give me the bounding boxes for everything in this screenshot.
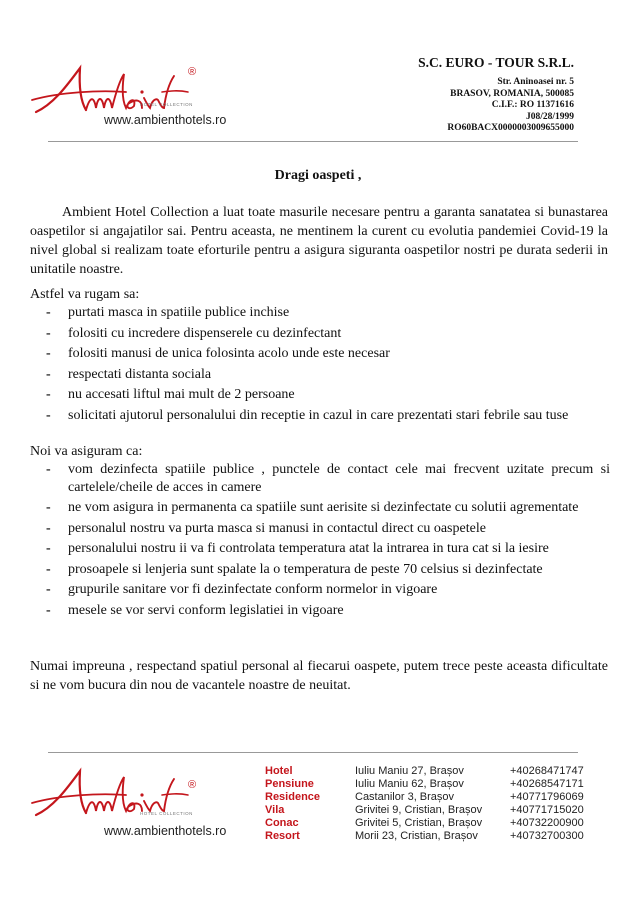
greeting: Dragi oaspeti ,: [274, 168, 362, 183]
property-phone: +40732700300: [510, 830, 584, 842]
property-phone: +40268471747: [510, 765, 584, 777]
company-info: [418, 55, 574, 135]
property-address: Morii 23, Cristian, Brașov: [355, 830, 478, 842]
property-phone: +40771796069: [510, 791, 584, 803]
property-address: Grivitei 5, Cristian, Brașov: [355, 817, 483, 829]
property-address: Iuliu Maniu 27, Brașov: [355, 765, 464, 777]
property-address: Castanilor 3, Brașov: [355, 791, 455, 803]
logo-collection-text: HOTEL COLLECTION: [140, 811, 193, 816]
requests-list: [30, 304, 610, 427]
property-address: Iuliu Maniu 62, Brașov: [355, 778, 464, 790]
company-name: S.C. EURO - TOUR S.R.L.: [418, 55, 574, 70]
logo-registered-mark: ®: [188, 66, 197, 78]
list-item: - respectati distanta sociala: [46, 366, 212, 382]
company-address: Str. Aninoasei nr. 5: [497, 77, 574, 87]
assurances-title: Noi va asiguram ca:: [30, 444, 143, 459]
list-item: - solicitati ajutorul personalului din receptie in cazul in care prezentati stari febrile sau tuse: [46, 407, 569, 423]
properties-table: [265, 765, 584, 843]
property-phone: +40732200900: [510, 817, 584, 829]
footer-divider: [48, 752, 578, 753]
list-item: - personalul nostru va purta masca si manusi in contactul direct cu oaspetele: [46, 520, 486, 536]
assurances-list: [30, 461, 610, 622]
intro-paragraph: Ambient Hotel Collection a luat toate masurile necesare pentru a garanta sanatatea si bunastarea oaspetilor si angajatilor sai. Pentru aceasta, ne mentinem la curent cu evolutia pandemiei Covid-19 la nivel global si realizam toate eforturile pentru a asigura siguranta oaspetilor nostri pe durata sederii in unitatile noastre.: [30, 205, 608, 277]
table-row: [265, 778, 584, 791]
list-item: - vom dezinfecta spatiile publice , punctele de contact cele mai frecvent uzitate precum si cartelele/cheile de acces in camere: [46, 462, 610, 495]
property-type: Hotel: [265, 765, 293, 777]
list-item: - ne vom asigura in permanenta ca spatiile sunt aerisite si dezinfectate cu solutii agrementate: [46, 500, 579, 515]
header-divider: [48, 141, 578, 142]
list-item: - folositi manusi de unica folosinta acolo unde este necesar: [46, 346, 390, 361]
logo-collection-text: HOTEL COLLECTION: [140, 102, 193, 107]
footer-website-link[interactable]: www.ambienthotels.ro: [104, 824, 227, 838]
company-city: BRASOV, ROMANIA, 500085: [450, 88, 574, 99]
footer-logo: [30, 765, 220, 830]
table-row: [265, 765, 584, 778]
requests-title: Astfel va rugam sa:: [30, 287, 140, 302]
closing-paragraph: Numai impreuna , respectand spatiul personal al fiecarui oaspete, putem trece peste aceasta dificultate si ne vom bucura din nou de vacantele noastre de neuitat.: [30, 659, 608, 693]
table-row: [265, 804, 584, 817]
company-iban: RO60BACX0000003009655000: [447, 123, 574, 133]
property-phone: +40771715020: [510, 804, 584, 816]
company-registration: J08/28/1999: [525, 111, 574, 122]
property-type: Vila: [265, 804, 285, 816]
table-row: [265, 817, 584, 830]
property-phone: +40268547171: [510, 778, 584, 790]
list-item: - grupurile sanitare vor fi dezinfectate conform normelor in vigoare: [46, 582, 438, 597]
list-item: - personalului nostru ii va fi controlata temperatura atat la intrarea in tura cat si la iesire: [46, 541, 549, 556]
property-type: Conac: [265, 817, 299, 829]
list-item: - mesele se vor servi conform legislatiei in vigoare: [46, 602, 344, 618]
list-item: - folositi cu incredere dispenserele cu dezinfectant: [46, 325, 342, 341]
ambient-logo-mark: [30, 765, 220, 830]
table-row: [265, 791, 584, 804]
list-item: - nu accesati liftul mai mult de 2 persoane: [46, 387, 295, 402]
property-type: Resort: [265, 830, 300, 842]
header-website-link[interactable]: www.ambienthotels.ro: [104, 113, 227, 127]
property-type: Pensiune: [265, 778, 314, 790]
property-address: Grivitei 9, Cristian, Brașov: [355, 804, 483, 816]
property-type: Residence: [265, 791, 321, 803]
company-cif: C.I.F.: RO 11371616: [491, 100, 574, 110]
table-row: [265, 830, 584, 843]
list-item: - purtati masca in spatiile publice inchise: [46, 305, 290, 320]
logo-registered-mark: ®: [188, 779, 197, 791]
list-item: - prosoapele si lenjeria sunt spalate la o temperatura de peste 70 celsius si dezinfectate: [46, 561, 543, 577]
